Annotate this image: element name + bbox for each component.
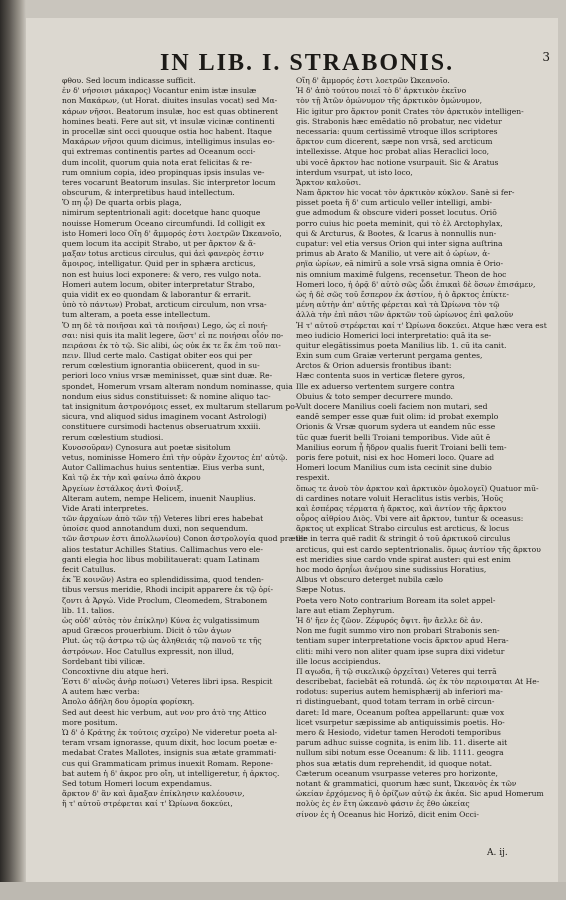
text-line: rerum cœlestium ignorantia obiicerent, quod in su- — [62, 361, 260, 371]
text-line: Ἀργείων ἐστάλκος ἀντὶ Φοίνιξ. — [62, 483, 184, 493]
text-line: tentiam super interpretatione vocis ἄρκτον apud Hera- — [296, 636, 509, 646]
text-line: Autor Callimachus huius sententiæ. Eius verba sunt, — [62, 463, 265, 473]
text-line: τὸν τῇ Ἀτῶν ὁμώνυμον τῆς ἀρκτικὸν ὁμώνυμον, — [296, 96, 483, 106]
text-line: ubi vocē ἄρκτον hac notione vsurpauit. Sic & Aratus — [296, 157, 499, 167]
text-line: homines beati. Fere aut sit, vt insulæ vicinæ continenti — [62, 116, 275, 126]
text-line: phos sua ætatis dum reprehendit, id quoque notat. — [296, 758, 492, 768]
text-line: Οἴη δ' ἄμμορός ἐστι λοετρῶν Ὠκεανοῖο. — [296, 76, 450, 85]
text-line: Sed aut deest hic verbum, aut νον pro ἀτὸ της Attico — [62, 707, 267, 717]
text-line: ὡς ἡ δὲ σῶς τοῦ ἔσπερον ἐκ ἀστίον, ἡ ὁ ἄρκτος ἐπίκτε- — [296, 289, 509, 299]
text-line: Ὅ πη δὲ τὰ ποιῆσαι καὶ τὰ ποιῆσαι) Lego, ὡς εἰ ποιή- — [62, 320, 268, 330]
text-line: apud Græcos prouerbium. Dicit ὁ τῶν ἀγων — [62, 626, 232, 636]
text-line: Sed totum Homeri locum expendamus. — [62, 778, 213, 788]
text-line: ille locus accipiendus. — [296, 656, 381, 666]
text-line: Nam ἄρκτον hic vocat τὸν ἀρκτικὸν κύκλον. Sanè si fer- — [296, 188, 515, 198]
text-line: Alteram autem, nempe Helicem, inuenit Nauplius. — [62, 493, 256, 503]
text-line: Π αγωδα, ἢ τῷ σικελικῷ ὀρχεῖται) Veteres qui terrā — [296, 666, 497, 676]
text-line: ὑποίσε quod annotandum duxi, non sequendum. — [62, 524, 248, 534]
text-line: μένη αὐτὴν ἀπ' αὐτῆς φέρεται καὶ τὰ Ὠρίωνα τὸν τῷ — [296, 300, 500, 310]
text-line: Homeri autem locum, obiter interpretatur Strabo, — [62, 279, 255, 289]
text-line: intellexisse. Atque hoc probat alias Heraclici loco, — [296, 147, 490, 157]
text-line: Hæc contenta suos in verticæ fletere gyros, — [296, 371, 465, 381]
text-line: Obuius & toto semper decurrere mundo. — [296, 391, 453, 401]
text-line: Homeri locum Manilius cum ista cecinit sine dubio — [296, 463, 492, 473]
text-line: spondet, Homerum vrsam alteram nondum nominasse, quia — [62, 381, 293, 391]
text-line: Vide Arati interpretes. — [62, 503, 149, 513]
text-line: describebat, faciebāt eā rotundā. ὡς ἐκ τὸν περιοιμαται At He- — [296, 677, 540, 687]
text-line: σίνον ἐς ἡ Oceanus hic Horizō, dicit enim Occi- — [296, 809, 479, 819]
text-line: Ἡ δ' ἤεν ἐς ζῶον. Ζέφυρός ὄψιτ. ἢν ἄελλε δὲ ἀν. — [296, 615, 483, 625]
text-line: eandē semper esse quæ fuit olim: id probat exemplo — [296, 412, 499, 422]
text-line: Manilius eorum ᾗ ἥδρον qualis fuerit Troiani belli tem- — [296, 442, 507, 452]
text-line: Ἄρκτον καλοῦσι. — [296, 177, 362, 187]
text-line: ἀλλὰ τὴν ἐπὶ πᾶσι τῶν ἀρκτῶν τοῦ ὠρίωνος ἐπὶ φαλοῦν — [296, 310, 514, 320]
text-line: Sæpe Notus. — [296, 585, 346, 595]
text-line: ἀστρόνων. Hoc Catullus expressit, non illud, — [62, 646, 235, 656]
text-line: Non me fugit summo viro non probari Strabonis sen- — [296, 626, 500, 636]
text-line: daret: Id mare, Oceanum poſtea appellarunt: quæ vox — [296, 707, 505, 717]
text-line: Orionis & Vrsæ quorum sydera ut eandem nūc esse — [296, 422, 496, 432]
text-line: nullum sibi notum esse Oceanum: & lib. 1111. geogra — [296, 748, 504, 758]
text-line: Μακάρων νῆσοι quum dicimus, intelligimus insulas eo- — [62, 137, 275, 147]
text-line: Ἡ τ' αὐτοῦ στρέφεται καί τ' Ὠρίωνα δοκεύει. Atque hæc vera est — [296, 320, 547, 330]
text-line: nimirum septentrionali agit: docetque hanc quoque — [62, 208, 261, 218]
text-line: periori loco vnius vrsæ meminisset, quæ sint duæ. Re- — [62, 371, 273, 381]
text-line: dum incolit, quorum quia nota erat felicitas & re- — [62, 157, 252, 167]
text-line: Exin sum cum Graiæ verterunt pergama gentes, — [296, 351, 483, 361]
text-line: teres vocarunt Beatorum insulas. Sic interpretor locum — [62, 177, 276, 187]
text-line: ri distinguebant, quod totam terram in orbē circun- — [296, 697, 495, 707]
text-line: Vult docere Manilius coeli faciem non mutari, sed — [296, 402, 488, 411]
text-line: in procellæ sint occi quouque ostia hoc habent. Itaque — [62, 126, 272, 136]
text-line: ἄμοιρος, intelligatur. Quid per in sphæra arcticus, — [62, 259, 256, 269]
text-line: Plut. ὡς τῷ ἀστρω τῷ ὡς ἀληθειάς τῷ πανοῦ τε τῆς — [62, 636, 262, 646]
text-line: gue admodum & obscure videri posset locutus. Oriō — [296, 208, 497, 218]
text-line: Κυνοσοῦραν) Cynosura aut poetæ sisitolum — [62, 442, 231, 452]
text-line: isto Homeri loco Οἴη δ' ἄμμορός ἐστι λοετρῶν Ὠκεανοῖο, — [62, 228, 282, 238]
text-line: tūc quæ fuerit belli Troiani temporibus. Vide aūt ē — [296, 432, 491, 442]
text-line: ἄρκτος ut explicat Strabo circulus est arcticus, & locus — [296, 524, 510, 534]
bottom-margin — [0, 882, 566, 900]
text-line: rerum cœlestium studiosi. — [62, 432, 164, 442]
text-line: lare aut etiam Zephyrum. — [296, 605, 395, 615]
text-line: μαξαν totus arcticus circulus, qui ἀεὶ φανερὸς ἐστιν — [62, 249, 264, 259]
running-title: IN LIB. I. STRABONIS. — [160, 50, 455, 76]
text-line: obscurum, & interpretibus haud intellectum. — [62, 188, 235, 198]
text-line: non est huius loci exponere: & vero, res vulgo nota. — [62, 269, 262, 279]
text-line: ille in terra quē radit & stringit ὁ τοῦ ἀρκτικοῦ circulus — [296, 534, 511, 544]
page-header — [40, 34, 550, 76]
text-line: Ἀπολο ἀδήλη δου ὁμορία φορίσκη. — [62, 697, 195, 707]
text-line: ὑπὸ τὸ πάντων) Probat, arcticum circulum, non vrsa- — [62, 300, 267, 310]
text-line: medabat Crates Mallotes, insignis sua ætate grammati- — [62, 748, 277, 758]
text-line: ὅπως τε ἀνοὺ τὸν ἀρκτον καὶ ἀρκτικὸν ὁμολογεῖ) Quatuor mū- — [296, 483, 539, 493]
text-line: πολὺς ἐς ἐν ἔτη ὠκεανὸ φάσιν ἐς ἔθο ὠκείας — [296, 799, 470, 809]
text-line: licet vsurpetur sæpissime ab antiquissimis poetis. Ho- — [296, 717, 505, 727]
text-line: Albus vt obscuro deterget nubila cælo — [296, 575, 444, 585]
text-line: fecit Catullus. — [62, 565, 116, 574]
text-line: di cardines notare voluit Heraclitus istis verbis, Ἠοῦς — [296, 493, 503, 503]
text-line: Poeta vero Noto contrarium Boream ita solet appel- — [296, 595, 496, 605]
text-line: mero & Hesiodo, videtur tamen Herodoti temporibus — [296, 728, 501, 737]
text-line: πειν. Illud certe malo. Castigat obiter eos qui per — [62, 351, 253, 361]
text-line: porro cuius hic poeta meminit, qui τὸ ἐλ Arctophylax, — [296, 218, 503, 228]
left-column — [62, 76, 307, 810]
text-line: σαι: nisi quis ita malit legere, ὥστ' εἰ πε ποιήσαι οἷόν πο- — [62, 330, 284, 340]
text-line: quem locum ita accipit Strabo, ut per ἄρκτον & ἄ- — [62, 239, 256, 248]
text-line: teram vrsam ignorasse, quum dixit, hoc locum poetæ e- — [62, 738, 277, 748]
text-line: ὡς οὐδ' αὐτὸς τὸν ἐπίκλην) Κύνα ἐς vulgatissimum — [62, 615, 260, 625]
text-line: κάρων νῆσοι. Beatorum insulæ, hoc est quas obtinerent — [62, 106, 279, 116]
text-line: respexit. — [296, 473, 330, 483]
text-line: constituere cursimodi hactenus obseruatrum xxxiii. — [62, 422, 261, 432]
binding-gutter — [0, 0, 26, 900]
text-line: hoc modo ἀρηΐωι ἀνέμου sine sudissius Horatius, — [296, 565, 487, 574]
text-line: οὖρος αἰθρίου Διὸς. Vbi vere ait ἄρκτον, tuntur & oceasus: — [296, 514, 524, 524]
page-number: 3 — [542, 50, 550, 64]
text-line: tum alteram, a poeta esse intellectum. — [62, 310, 211, 320]
text-line: vetus, nominisse Homero ἐπὶ τὴν οὐρὰν ἔχοντος ἐπ' αὐτῷ. — [62, 452, 288, 462]
text-line: cupatur: vel etia versus Orion qui inter signa auſtrina — [296, 239, 503, 248]
text-line: cliti: mihi vero non aliter quam ipse supra dixi videtur — [296, 646, 505, 656]
text-line: tibus versus meridie, Rhodi incipit apparere ἐκ τῷ ὁρί- — [62, 585, 274, 595]
text-line: ἐν δ' νήσοισι μάκαρος) Vocantur enim istæ insulæ — [62, 86, 257, 96]
text-line: Ἐστι δ' αἰνῶς ἀνὴρ ποίωσι) Veteres libri ipsa. Respicit — [62, 677, 273, 687]
text-line: interdum vsurpat, ut isto loco, — [296, 167, 413, 177]
text-line: nis omnium maximē fulgens, recensetur. Theon de hoc — [296, 269, 507, 279]
text-line: Hic igitur pro ἄρκτον ponit Crates τὸν ἀρκτικὸν intelligen- — [296, 106, 524, 116]
text-line: non Μακάρων, (ut Horat. diuites insulas vocat) sed Μα- — [62, 96, 278, 106]
text-line: cus qui Grammaticam primus inuexit Romam. Repone- — [62, 758, 273, 768]
text-line: Concoxtivne diu atque heri. — [62, 666, 169, 676]
text-line: ἄρκτον cum dicerent, sæpe non vrsā, sed arcticum — [296, 137, 493, 147]
text-line: alios testatur Achilles Statius. Callimachus vero ele- — [62, 544, 263, 554]
right-column — [296, 76, 547, 820]
text-line: qui extremas continentis partes ad Oceanum occi- — [62, 147, 256, 157]
text-line: quia vidit ex eo quondam & laborantur & errarit. — [62, 289, 252, 299]
text-line: Cæterum oceanum vsurpasse veteres pro horizonte, — [296, 768, 498, 778]
text-line: καὶ ἑσπέρας τέρματα ἡ ἄρκτος, καὶ ἀντίον τῆς ἄρκτου — [296, 503, 507, 513]
text-line: Ὅ πη ᾧ) De quarta orbis plaga, — [62, 198, 182, 208]
text-line: ζοντι ἀ Ἀργώ. Vide Proclum, Cleomedem, Strabonem — [62, 595, 268, 605]
text-line: tat insignitum ἀστρονόμοις esset, ex multarum stellarum po- — [62, 402, 298, 411]
text-line: parum adhuc suisse cognita, is enim lib. 11. diserte ait — [296, 738, 508, 748]
text-line: notant & grammatici, quorum hæc sunt, Ὠκεανὸς ἐκ τῶν — [296, 778, 517, 788]
text-line: ganti elegia hoc libus mobilitauerat: quam Latinam — [62, 554, 260, 564]
text-line: meo iudicio Homerici loci interpretatio: quā ita se- — [296, 330, 492, 340]
signature-mark: A. ij. — [487, 848, 508, 858]
text-line: est meridies siue cardo vnde spirat auster: qui est enim — [296, 554, 511, 564]
text-line: τῶν ἄστρων ἐστι ἀπολλωνίου) Conon ἀστρολογία quod præter — [62, 534, 307, 544]
text-line: gis. Strabonis hæc emēdatio nō probatur, nec videtur — [296, 116, 502, 126]
text-line: bat autem ἡ δ' ἀκροε pro οἴη, ut intelligeretur, ἡ ἀρκτος. — [62, 768, 280, 778]
text-line: more positum. — [62, 717, 118, 727]
text-line: τῶν ἀρχαίων ἀπὸ τῶν τῇ) Veteres libri eres habebat — [62, 514, 264, 524]
text-line: Ille ex aduerso vertentem surgere contra — [296, 381, 455, 391]
text-line: quitur elegātissimus poeta Manilius lib. 1. cū ita canit. — [296, 340, 507, 350]
text-line: ἐκ Ἔ κοινῶν) Astra eo splendidissima, quod tenden- — [62, 575, 264, 585]
text-line: sicura, vnd aliquod sidus imaginem vocant Astrologi) — [62, 412, 267, 422]
text-line: lib. 11. talios. — [62, 605, 115, 615]
text-line: nondum eius sidus constituisset: & nomine aliquo tac- — [62, 391, 271, 401]
text-line: φθου. Sed locum indicasse sufficit. — [62, 76, 196, 85]
text-line: ρηϊα ὠρίων, eā nimirū a sole vrsā signa omnia ē Orio- — [296, 259, 504, 269]
text-line: Sordebant tibi vilicæ. — [62, 656, 146, 666]
text-line: necessaria: quum certissimē vtroque illos scriptores — [296, 126, 498, 136]
text-line: nouisse Homerum Oceano circumfundi. Id colligit ex — [62, 218, 266, 228]
text-line: ἥ τ' αὐτοῦ στρέφεται καί τ' Ὠρίωνα δοκεύει, — [62, 799, 233, 809]
text-line: Ὡ δ' ὁ Κράτης ἐκ τούτοις σχεῖρο) Ne videretur poeta al- — [62, 728, 278, 737]
text-line: poris fere potuit, nisi ex hoc Homeri loco. Quare ad — [296, 452, 495, 462]
text-line: pisset poeta ἥ δ' cum articulo veller intelligi, ambi- — [296, 198, 492, 208]
text-line: Ἡ δ' ἀπὸ τούτου ποιεῖ τὸ δ' ἀρκτικὸν ἐκεῖνο — [296, 86, 467, 96]
text-line: rum omnium copia, ideo propinquas ipsis insulas ve- — [62, 167, 265, 177]
text-line: ὠκείαν ἐρχόμενος ἢ ὁ ὁρίζων αὐτῷ ἐκ ἀκέα. Sic apud Homerum — [296, 789, 544, 799]
text-line: ἄρκτον δ' ἂν καὶ ἄμαξαν ἐπίκλησιν καλέουσιν, — [62, 789, 245, 799]
text-line: Arctos & Orion aduersis frontibus ibant: — [296, 361, 452, 371]
text-line: primus ab Arato & Manilio, ut vere ait ὁ ὠρίων, ἀ- — [296, 249, 490, 259]
text-line: rodotus: superius autem hemisphærij ab inferiori ma- — [296, 687, 503, 697]
text-line: πειράσαι ἐκ τὸ τῷ. Sic alibi, ὡς οὐκ ἐκ τε ἔκ ἐπι τοῦ παι- — [62, 340, 281, 350]
text-line: qui & Arcturus, & Bootes, & Icarus à nonnullis nun- — [296, 228, 497, 238]
text-line: A autem hæc verba: — [62, 687, 140, 697]
text-line: Homeri loco, ἡ ὁρᾷ δ' αὐτὸ σῶς ὧδι ἐπικαὶ δὲ ὅσων ἐπισάμεν, — [296, 279, 536, 289]
text-line: Καὶ τῷ ἐκ τὴν καὶ φαίνω ἀπὸ ἀκρου — [62, 473, 201, 483]
text-line: arcticus, qui est cardo septentrionalis. ὅμως ἀντίον τῆς ἄρκτου — [296, 544, 541, 554]
